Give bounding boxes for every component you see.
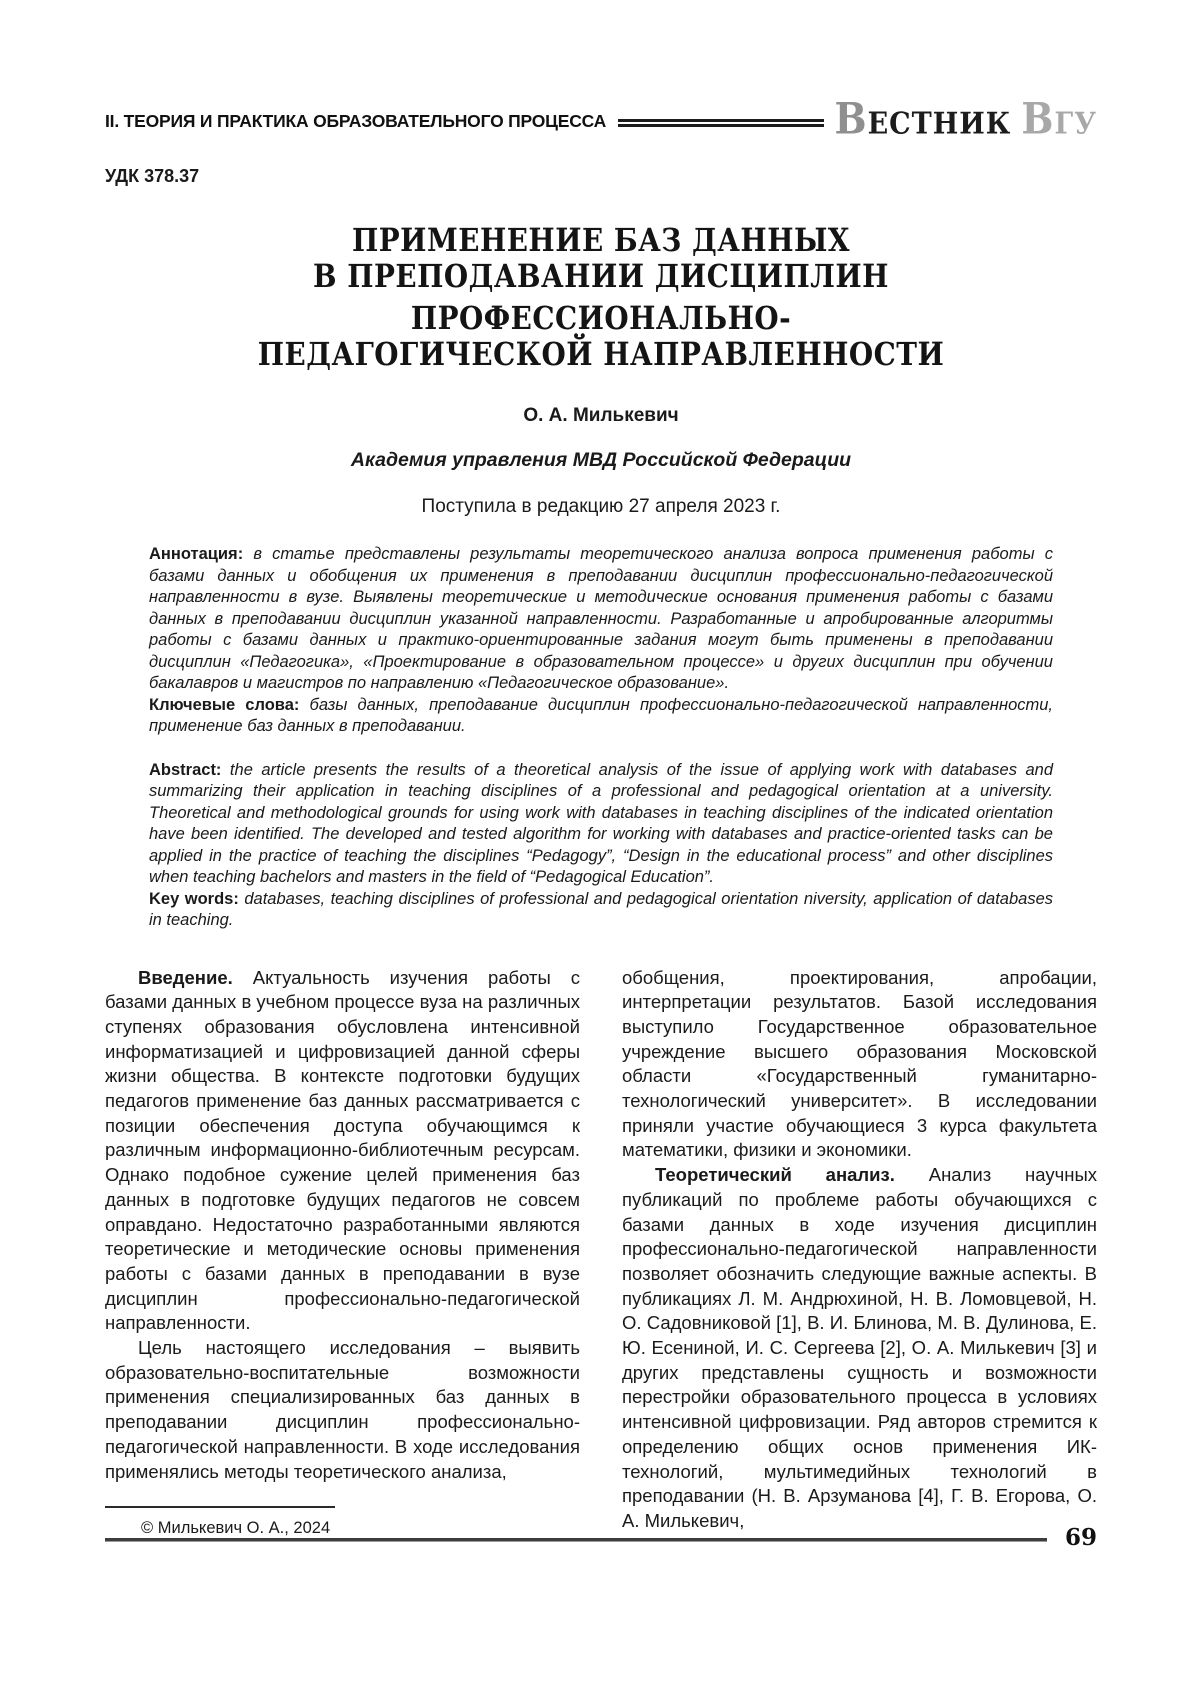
paragraph-goal	[105, 1336, 580, 1484]
body-right-column	[622, 966, 1097, 1541]
received-date: Поступила в редакцию 27 апреля 2023 г.	[421, 496, 781, 517]
abstract-en	[149, 760, 1053, 889]
paragraph-theoretical-analysis	[622, 1163, 1097, 1534]
paragraph-continuation	[622, 966, 1097, 1164]
article-title-line-3: ПЕДАГОГИЧЕСКОЙ НАПРАВЛЕННОСТИ	[257, 335, 945, 373]
article-title-line-2: В ПРЕПОДАВАНИИ ДИСЦИПЛИН ПРОФЕССИОНАЛЬНО-	[313, 257, 889, 337]
section-heading: II. ТЕОРИЯ И ПРАКТИКА ОБРАЗОВАТЕЛЬНОГО ПРОЦЕССА	[105, 110, 607, 131]
logo-vestnik-rest: ЕСТНИК	[867, 106, 1012, 142]
header-rule	[618, 119, 824, 127]
author-name: О. А. Милькевич	[523, 405, 679, 426]
article-title	[105, 221, 1097, 373]
body-columns	[105, 966, 1097, 1541]
abstract-en-label: Abstract:	[149, 760, 222, 779]
article-title-line-1: ПРИМЕНЕНИЕ БАЗ ДАННЫХ	[351, 221, 850, 259]
keywords-ru-label: Ключевые слова:	[149, 695, 300, 714]
logo-vestnik-initial: В	[834, 92, 868, 144]
abstract-ru-text: в статье представлены результаты теоретического анализа вопроса применения работы с базами данных и обобщения их применения в преподавании дисциплин профессионально-педагогической направленности в вузе. Выявлены теоретические и методические основания применения работы с базами данных в преподавании дисциплин указанной направленности. Разработанные и апробированные алгоритмы работы с базами данных и практико-ориентированные задания могут быть применены в преподавании дисциплин «Педагогика», «Проектирование в образовательном процессе» и других дисциплин при обучении бакалавров и магистров по направлению «Педагогическое образование».	[149, 545, 1053, 692]
abstract-ru-block	[149, 544, 1053, 738]
copyright-footnote: © Милькевич О. А., 2024	[141, 1519, 331, 1538]
paragraph-text: Цель настоящего исследования – выявить образовательно-воспитательные возможности применения специализированных баз данных в преподавании дисциплин профессионально-педагогической направленности. В ходе исследования применялись методы теоретического анализа,	[105, 1337, 580, 1482]
footer-rule	[105, 1538, 1047, 1542]
abstract-ru	[149, 544, 1053, 695]
keywords-ru	[149, 695, 1053, 738]
paragraph-text: обобщения, проектирования, апробации, интерпретации результатов. Базой исследования выступило Государственное образовательное учреждение высшего образования Московской области «Государственный гуманитарно-технологический университет». В исследовании приняли участие обучающиеся 3 курса факультета математики, физики и экономики.	[622, 966, 1097, 1161]
logo-vgu-initial: В	[1021, 92, 1055, 144]
keywords-en-text: databases, teaching disciplines of professional and pedagogical orientation niversity, application of databases in teaching.	[149, 889, 1054, 929]
keywords-en-label: Key words:	[149, 889, 239, 908]
paragraph-lead: Теоретический анализ.	[655, 1164, 895, 1186]
footnote-rule	[105, 1506, 335, 1508]
udc-code: УДК 378.37	[105, 166, 200, 186]
page-number: 69	[1064, 1524, 1097, 1551]
abstract-en-block	[149, 760, 1053, 932]
abstract-en-text: the article presents the results of a theoretical analysis of the issue of applying work with databases and summarizing their application in teaching disciplines of a professional and pedagogical orientation at a university. Theoretical and methodological grounds for using work with databases in teaching disciplines of the indicated orientation have been identified. The developed and tested algorithm for working with databases and practice-oriented tasks can be applied in the practice of teaching the disciplines “Pedagogy”, “Design in the educational process” and other disciplines when teaching bachelors and masters in the field of “Pedagogical Education”.	[149, 760, 1053, 886]
paragraph-introduction	[105, 966, 580, 1337]
paragraph-text: Актуальность изучения работы с базами данных в учебном процессе вуза на различных ступенях образования обусловлена интенсивной информатизацией и цифровизацией данной сферы жизни общества. В контексте подготовки будущих педагогов применение баз данных рассматривается с позиции обеспечения доступа обучающимся к различным информационно-библиотечным ресурсам. Однако подобное сужение целей применения баз данных в подготовке будущих педагогов не совсем оправдано. Недостаточно разработанными являются теоретические и методические основы применения работы с базами данных в преподавании в вузе дисциплин профессионально-педагогической направленности.	[105, 966, 580, 1334]
logo-vgu-rest: ГУ	[1054, 106, 1097, 142]
body-left-column	[105, 966, 580, 1541]
keywords-ru-text: базы данных, преподавание дисциплин профессионально-педагогической направленности, применение баз данных в преподавании.	[149, 695, 1053, 735]
paragraph-text: Анализ научных публикаций по проблеме работы обучающихся с базами данных в ходе изучения дисциплин профессионально-педагогической направленности позволяет обозначить следующие важные аспекты. В публикациях Л. М. Андрюхиной, Н. В. Ломовцевой, Н. О. Садовниковой [1], В. И. Блинова, М. В. Дулинова, Е. Ю. Есениной, И. С. Сергеева [2], О. А. Милькевич [3] и других представлены сущность и возможности перестройки образовательного процесса в условиях интенсивной цифровизации. Ряд авторов стремится к определению общих основ применения ИК-технологий, мультимедийных технологий в преподавании (Н. В. Арзуманова [4], Г. В. Егорова, О. А. Милькевич,	[622, 1164, 1097, 1531]
journal-logo	[834, 92, 1097, 144]
paragraph-lead: Введение.	[138, 966, 233, 988]
page-footer	[105, 1524, 1097, 1551]
keywords-en	[149, 889, 1053, 932]
abstract-ru-label: Аннотация:	[149, 545, 244, 563]
affiliation: Академия управления МВД Российской Федерации	[350, 449, 852, 471]
running-head	[105, 92, 1097, 144]
